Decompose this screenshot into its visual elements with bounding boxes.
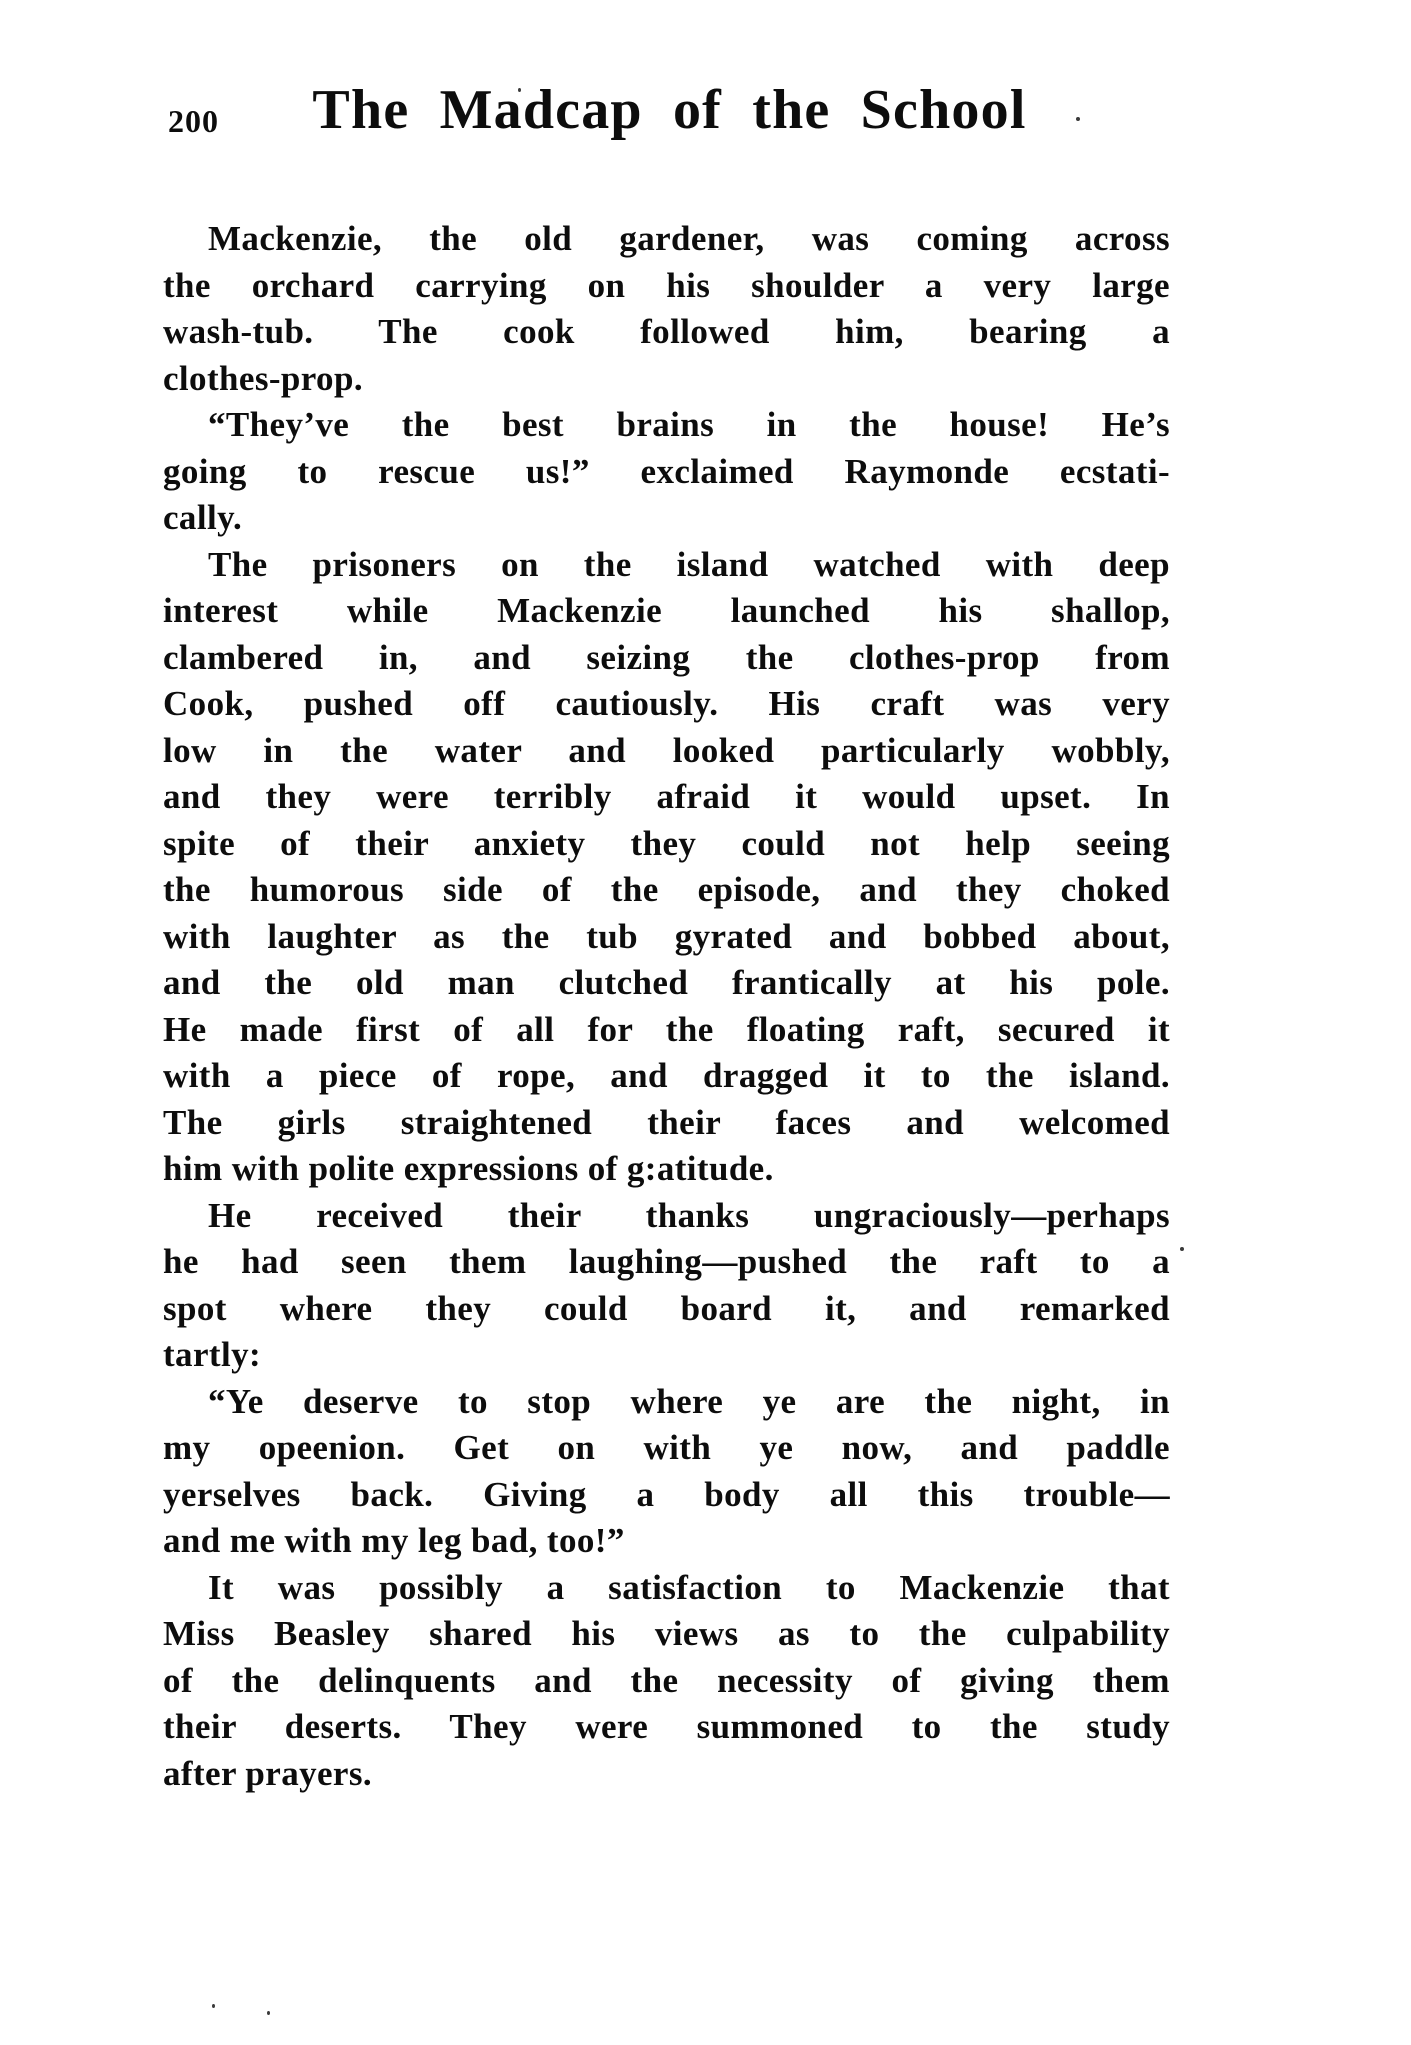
text-line: He made first of all for the floating raft, secured it [163,1009,1170,1049]
text-line: He received their thanks ungraciously—perhaps [208,1195,1170,1235]
text-line: low in the water and looked particularly wobbly, [163,730,1170,770]
text-line: Miss Beasley shared his views as to the culpability [163,1614,1170,1653]
text-line: Cook, pushed off cautiously. His craft was very [163,684,1170,723]
text-line: of the delinquents and the necessity of giving them [163,1660,1170,1700]
scan-speck [1180,1247,1184,1251]
text-line: him with polite expressions of g:atitude. [163,1149,774,1188]
text-line: The girls straightened their faces and welcomed [163,1102,1170,1142]
text-line: spot where they could board it, and remarked [163,1288,1170,1328]
text-line: and me with my leg bad, too!” [163,1521,625,1560]
text-line: Mackenzie, the old gardener, was coming across [208,219,1170,258]
text-line: tartly: [163,1335,262,1374]
text-line: after prayers. [163,1753,373,1793]
text-line: my opeenion. Get on with ye now, and paddle [163,1428,1170,1467]
scan-speck [267,2011,270,2015]
text-line: with a piece of rope, and dragged it to the island. [163,1056,1170,1095]
page-text [163,216,1170,1797]
text-line: yerselves back. Giving a body all this trouble— [163,1474,1170,1514]
text-line: The prisoners on the island watched with deep [208,544,1170,584]
text-line: cally. [163,498,243,537]
text-line: their deserts. They were summoned to the study [163,1707,1170,1746]
text-line: he had seen them laughing—pushed the raft to a [163,1242,1170,1281]
text-line: wash-tub. The cook followed him, bearing a [163,312,1170,351]
text-line: clambered in, and seizing the clothes-prop from [163,637,1170,677]
text-line: and the old man clutched frantically at his pole. [163,963,1170,1002]
text-line: “Ye deserve to stop where ye are the night, in [208,1381,1170,1421]
text-line: and they were terribly afraid it would upset. In [163,777,1170,816]
scan-speck [212,2004,215,2008]
text-line: interest while Mackenzie launched his shallop, [163,591,1170,630]
text-line: spite of their anxiety they could not help seeing [163,823,1170,863]
page-number: 200 [168,103,219,139]
text-line: going to rescue us!” exclaimed Raymonde ecstati- [163,451,1170,491]
text-line: It was possibly a satisfaction to Mackenzie that [208,1567,1170,1607]
text-line: the humorous side of the episode, and they choked [163,870,1170,909]
running-header [166,68,1173,152]
text-line: with laughter as the tub gyrated and bobbed about, [163,916,1170,956]
text-line: “They’ve the best brains in the house! He’s [208,405,1170,444]
text-line: the orchard carrying on his shoulder a very large [163,265,1170,305]
page-title: The Madcap of the School [312,79,1027,141]
text-line: clothes-prop. [163,358,363,398]
